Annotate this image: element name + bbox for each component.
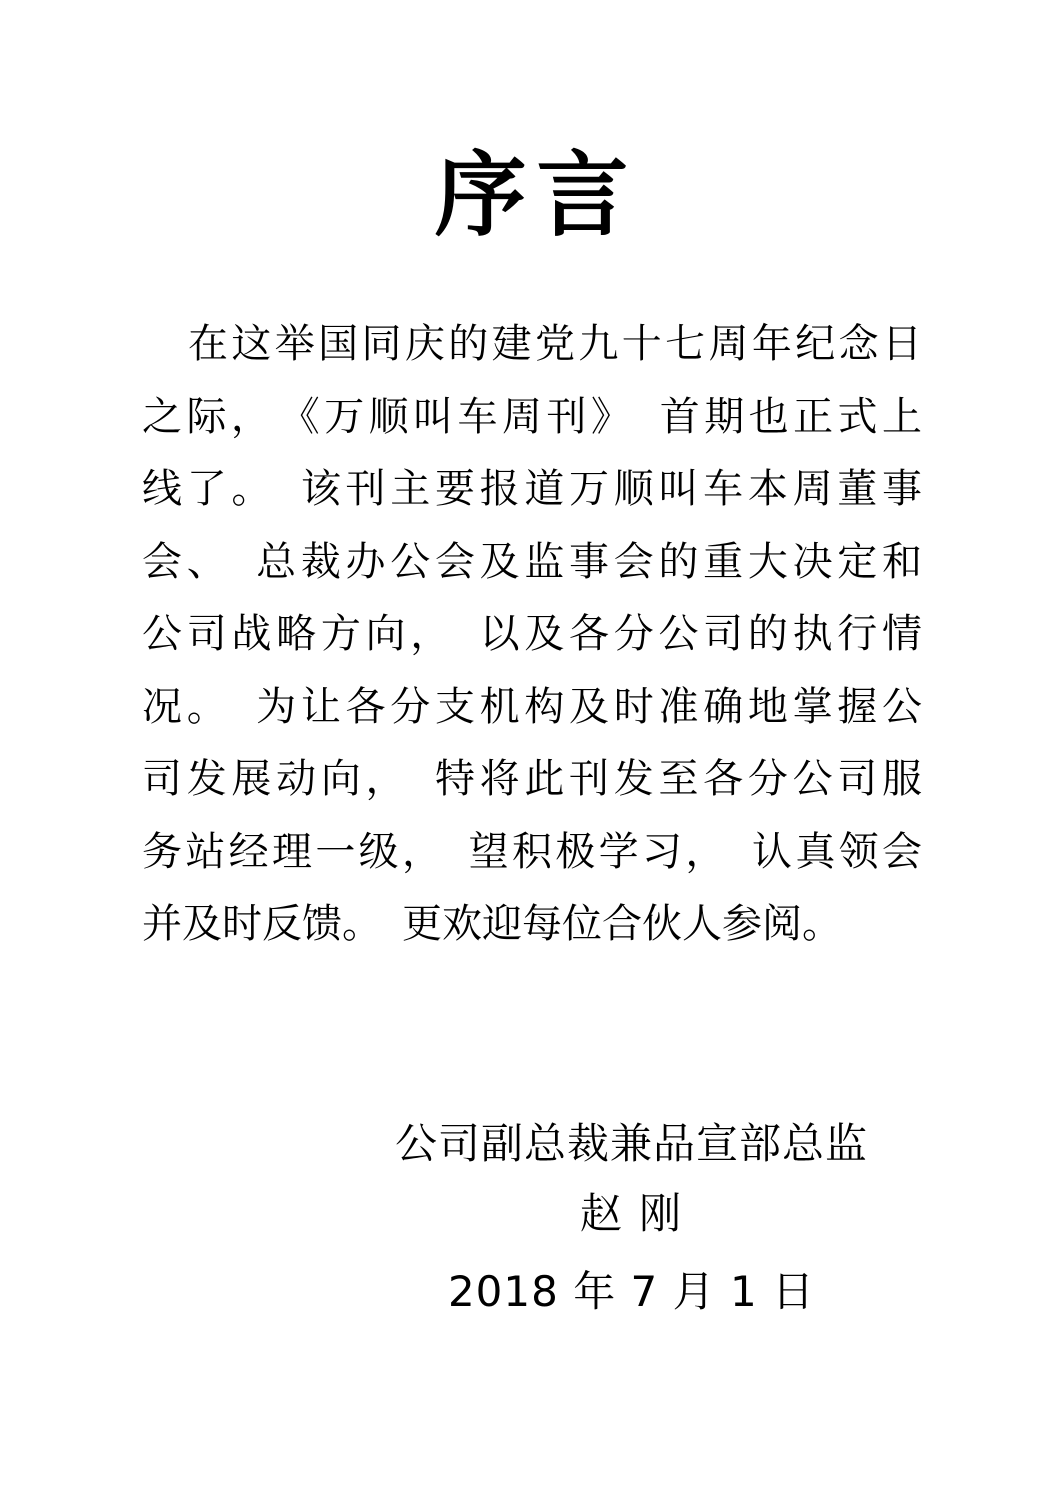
paragraph-line: 并及时反馈。 更欢迎每位合伙人参阅。 [142,901,842,946]
paragraph-line: 公司战略方向， 以及各分公司的执行情 [142,611,922,656]
page-title: 序言 [434,142,639,249]
signature-name: 赵 刚 [579,1188,684,1238]
paragraph-line: 司发展动向， 特将此刊发至各分公司服 [142,756,922,801]
paragraph-line: 会、 总裁办公会及监事会的重大决定和 [142,538,922,584]
signature-role: 公司副总裁兼品宣部总监 [394,1118,868,1168]
paragraph-line: 务站经理一级， 望积极学习， 认真领会 [142,828,922,874]
preface-paragraph [142,308,922,961]
paragraph-line: 在这举国同庆的建党九十七周年纪念日 [188,321,922,366]
signature-block [200,1109,1063,1327]
signature-date: 2018 年 7 月 1 日 [447,1266,816,1316]
paragraph-line: 线了。 该刊主要报道万顺叫车本周董事 [142,466,922,511]
paragraph-line: 之际， 《万顺叫车周刊》 首期也正式上 [142,393,922,439]
paragraph-line: 况。 为让各分支机构及时准确地掌握公 [142,683,922,729]
